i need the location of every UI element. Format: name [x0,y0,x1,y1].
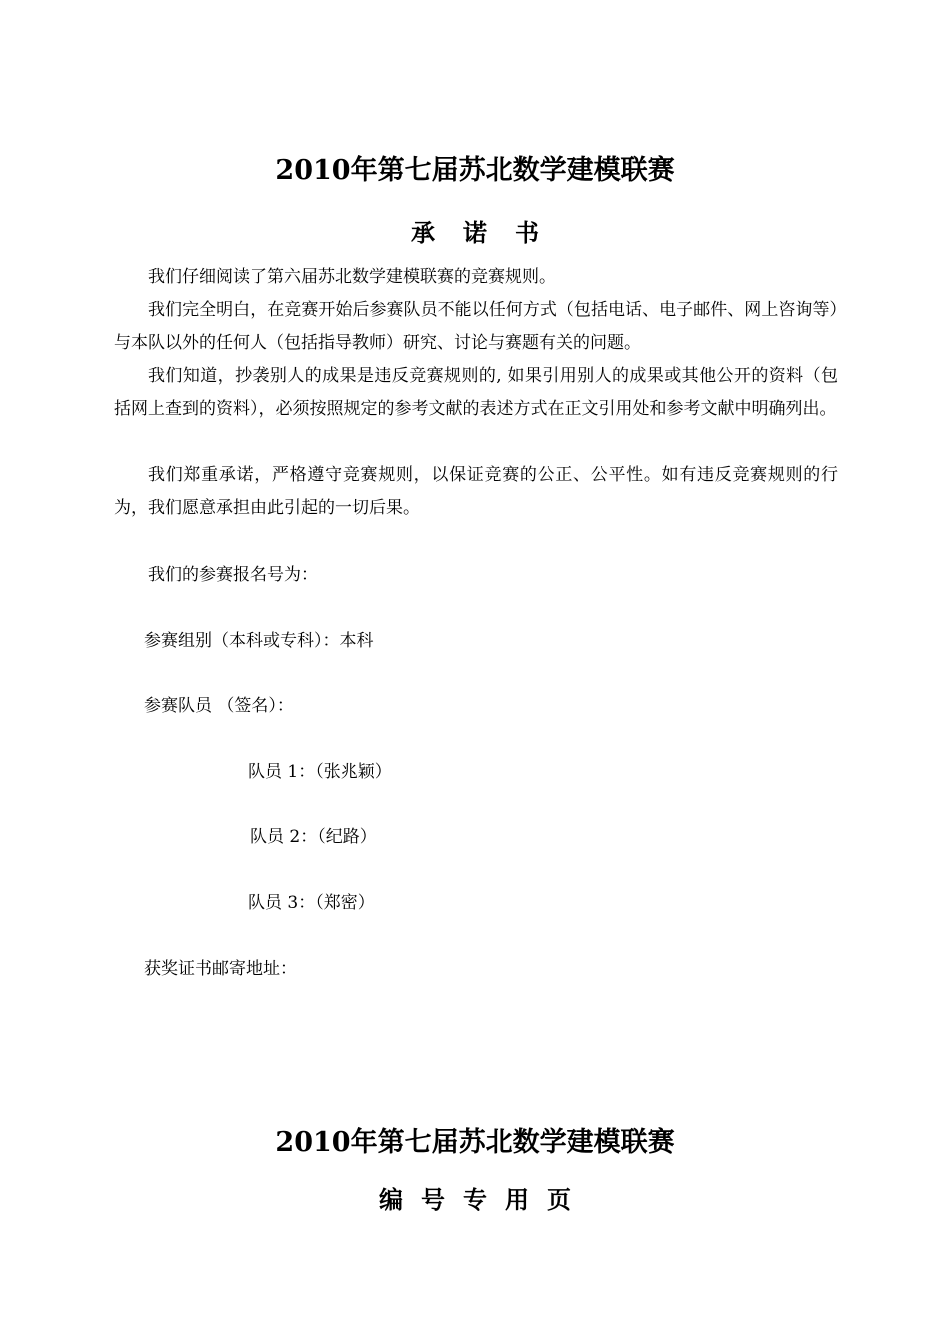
team-member-2: 队员 2：（纪路） [250,827,377,847]
pledge-paragraph-3: 我们知道，抄袭别人的成果是违反竞赛规则的, 如果引用别人的成果或其他公开的资料（包括网上查到的资料），必须按照规定的参考文献的表述方式在正文引用处和参考文献中明确列出。 [114,366,838,419]
registration-number-label: 我们的参赛报名号为： [148,565,318,585]
pledge-subtitle: 承诺书 [411,218,567,247]
numbering-page-subtitle: 编号专用页 [379,1185,589,1214]
team-members-label: 参赛队员 （签名）： [144,696,294,716]
pledge-paragraph-1: 我们仔细阅读了第六届苏北数学建模联赛的竞赛规则。 [148,267,556,287]
competition-group-line: 参赛组别（本科或专科）：本科 [144,631,374,651]
team-member-3: 队员 3：（郑密） [248,893,375,913]
numbering-page-title: 2010年第七届苏北数学建模联赛 [275,1127,675,1158]
pledge-title: 2010年第七届苏北数学建模联赛 [275,155,675,186]
pledge-paragraph-2: 我们完全明白，在竞赛开始后参赛队员不能以任何方式（包括电话、电子邮件、网上咨询等）与本队以外的任何人（包括指导教师）研究、讨论与赛题有关的问题。 [114,300,838,353]
pledge-paragraph-4: 我们郑重承诺，严格遵守竞赛规则，以保证竞赛的公正、公平性。如有违反竞赛规则的行为，我们愿意承担由此引起的一切后果。 [114,465,838,518]
award-address-label: 获奖证书邮寄地址： [144,959,297,979]
team-member-1: 队员 1：（张兆颖） [248,762,392,782]
